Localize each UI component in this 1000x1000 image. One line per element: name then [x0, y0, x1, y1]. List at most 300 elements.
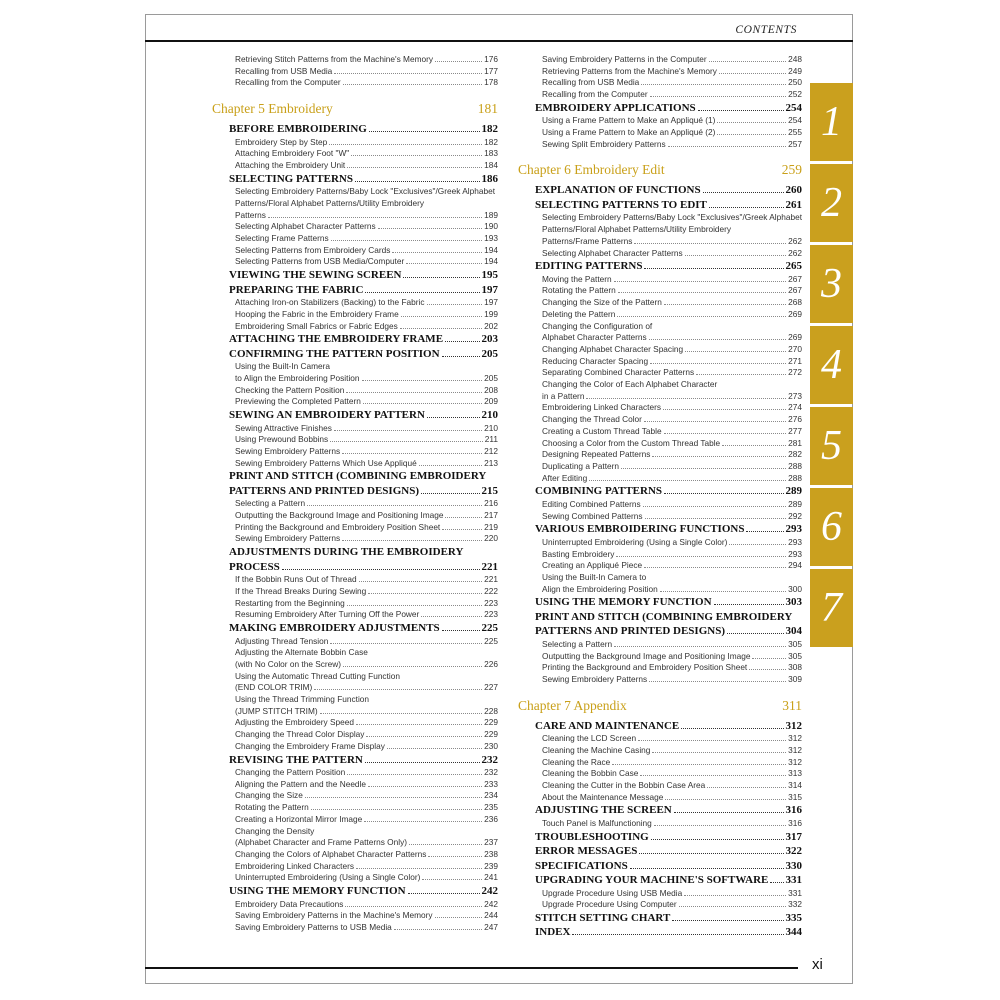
- subsection-title: Creating a Custom Thread Table: [542, 425, 662, 436]
- section-entry[interactable]: [518, 873, 802, 888]
- subsection-entry[interactable]: [518, 248, 802, 260]
- subsection-entry[interactable]: [212, 574, 498, 586]
- subsection-entry[interactable]: [212, 385, 498, 397]
- subsection-entry[interactable]: [518, 115, 802, 127]
- subsection-entry[interactable]: [518, 780, 802, 792]
- subsection-title: Selecting a Pattern: [542, 638, 613, 649]
- subsection-title: Embroidery Data Precautions: [235, 898, 344, 909]
- subsection-page-number: 210: [484, 422, 498, 433]
- subsection-entry[interactable]: [518, 511, 802, 523]
- subsection-entry-line[interactable]: Adjusting the Alternate Bobbin Case: [235, 647, 368, 658]
- subsection-page-number: 282: [788, 449, 802, 460]
- subsection-entry[interactable]: [518, 344, 802, 356]
- section-entry[interactable]: [212, 332, 498, 347]
- section-entry[interactable]: [212, 347, 498, 362]
- subsection-entry[interactable]: [212, 598, 498, 610]
- subsection-entry[interactable]: [212, 609, 498, 621]
- subsection-page-number: 237: [484, 837, 498, 848]
- subsection-entry[interactable]: [518, 367, 802, 379]
- subsection-page-number: 249: [788, 65, 802, 76]
- subsection-title: Cleaning the LCD Screen: [542, 733, 637, 744]
- section-title: SPECIFICATIONS: [535, 859, 628, 872]
- section-entry[interactable]: [212, 283, 498, 298]
- subsection-entry[interactable]: [518, 537, 802, 549]
- dot-leader: [366, 736, 482, 737]
- section-entry[interactable]: [518, 844, 802, 859]
- subsection-entry[interactable]: [518, 549, 802, 561]
- subsection-entry[interactable]: [518, 757, 802, 769]
- dot-leader: [364, 821, 482, 822]
- chapter-tab-5[interactable]: 5: [810, 407, 853, 485]
- dot-leader: [351, 155, 482, 156]
- subsection-title: Upgrade Procedure Using Computer: [542, 899, 677, 910]
- subsection-entry[interactable]: [212, 210, 498, 222]
- subsection-entry[interactable]: [212, 741, 498, 753]
- dot-leader: [612, 764, 786, 765]
- dot-leader: [368, 786, 482, 787]
- dot-leader: [334, 73, 482, 74]
- subsection-page-number: 178: [484, 77, 498, 88]
- section-title: PREPARING THE FABRIC: [229, 283, 364, 296]
- subsection-entry-line[interactable]: Changing the Density: [235, 825, 315, 836]
- subsection-page-number: 316: [788, 817, 802, 828]
- section-title: PATTERNS AND PRINTED DESIGNS): [535, 625, 725, 638]
- section-title: ADJUSTING THE SCREEN: [535, 804, 672, 817]
- subsection-entry[interactable]: [212, 221, 498, 233]
- section-title: TROUBLESHOOTING: [535, 830, 649, 843]
- subsection-entry-line[interactable]: Using the Thread Trimming Function: [235, 694, 370, 705]
- subsection-page-number: 273: [788, 390, 802, 401]
- subsection-page-number: 300: [788, 583, 802, 594]
- subsection-entry[interactable]: [212, 373, 498, 385]
- subsection-page-number: 272: [788, 367, 802, 378]
- dot-leader: [343, 84, 483, 85]
- subsection-entry[interactable]: [212, 160, 498, 172]
- dot-leader: [643, 506, 786, 507]
- dot-leader: [719, 73, 786, 74]
- subsection-title: Patterns/Frame Patterns: [542, 235, 633, 246]
- subsection-entry[interactable]: [518, 818, 802, 830]
- subsection-page-number: 281: [788, 437, 802, 448]
- dot-leader: [618, 292, 786, 293]
- section-page-number: 317: [785, 830, 802, 843]
- subsection-entry-line[interactable]: Using the Built-In Camera to: [542, 571, 647, 582]
- chapter-heading[interactable]: [518, 162, 802, 178]
- section-page-number: 344: [785, 926, 802, 939]
- subsection-entry[interactable]: [212, 245, 498, 257]
- dot-leader: [356, 868, 482, 869]
- subsection-title: Restarting from the Beginning: [235, 597, 345, 608]
- subsection-entry[interactable]: [518, 584, 802, 596]
- section-entry[interactable]: [212, 172, 498, 187]
- dot-leader: [649, 681, 786, 682]
- subsection-page-number: 234: [484, 790, 498, 801]
- dot-leader: [355, 181, 480, 182]
- dot-leader: [329, 144, 482, 145]
- section-page-number: 303: [785, 596, 802, 609]
- subsection-entry[interactable]: [518, 89, 802, 101]
- subsection-title: Changing the Embroidery Frame Display: [235, 740, 385, 751]
- dot-leader: [334, 430, 482, 431]
- subsection-entry[interactable]: [212, 779, 498, 791]
- section-title: COMBINING PATTERNS: [535, 485, 663, 498]
- dot-leader: [422, 879, 482, 880]
- subsection-title: to Align the Embroidering Position: [235, 372, 360, 383]
- subsection-title: Rotating the Pattern: [542, 285, 616, 296]
- subsection-page-number: 312: [788, 756, 802, 767]
- section-entry[interactable]: [212, 484, 498, 499]
- subsection-entry[interactable]: [518, 54, 802, 66]
- dot-leader: [664, 493, 783, 494]
- subsection-entry[interactable]: [518, 768, 802, 780]
- subsection-title: Outputting the Background Image and Positioning Image: [542, 650, 751, 661]
- chapter-tab-4[interactable]: 4: [810, 326, 853, 404]
- subsection-entry[interactable]: [212, 706, 498, 718]
- subsection-title: Cleaning the Bobbin Case: [542, 768, 639, 779]
- subsection-entry[interactable]: [212, 682, 498, 694]
- chapter-title: Chapter 7 Appendix: [518, 697, 627, 713]
- subsection-title: Designing Repeated Patterns: [542, 449, 651, 460]
- dot-leader: [660, 591, 786, 592]
- section-title: VIEWING THE SEWING SCREEN: [229, 269, 402, 282]
- section-entry[interactable]: [518, 830, 802, 845]
- subsection-entry[interactable]: [518, 402, 802, 414]
- subsection-entry[interactable]: [518, 438, 802, 450]
- subsection-entry[interactable]: [518, 792, 802, 804]
- chapter-heading[interactable]: [212, 101, 498, 117]
- subsection-entry[interactable]: [212, 910, 498, 922]
- subsection-page-number: 217: [484, 510, 498, 521]
- subsection-title: Selecting Alphabet Character Patterns: [542, 247, 683, 258]
- subsection-title: Hooping the Fabric in the Embroidery Frame: [235, 308, 399, 319]
- section-page-number: 210: [481, 409, 498, 422]
- section-entry[interactable]: [212, 408, 498, 423]
- dot-leader: [572, 934, 783, 935]
- subsection-title: Saving Embroidery Patterns in the Computer: [542, 54, 707, 64]
- dot-leader: [314, 689, 482, 690]
- subsection-entry[interactable]: [212, 458, 498, 470]
- subsection-entry[interactable]: [212, 837, 498, 849]
- subsection-title: Previewing the Completed Pattern: [235, 396, 361, 407]
- section-title: USING THE MEMORY FUNCTION: [535, 596, 712, 609]
- subsection-entry[interactable]: [518, 66, 802, 78]
- subsection-title: Cleaning the Cutter in the Bobbin Case Area: [542, 779, 706, 790]
- subsection-entry[interactable]: [212, 802, 498, 814]
- subsection-entry[interactable]: [518, 888, 802, 900]
- subsection-page-number: 293: [788, 548, 802, 559]
- chapter-tab-2[interactable]: 2: [810, 164, 853, 242]
- section-entry-line[interactable]: PRINT AND STITCH (COMBINING EMBROIDERY: [535, 610, 793, 623]
- section-page-number: 203: [481, 333, 498, 346]
- subsection-page-number: 177: [484, 65, 498, 76]
- dot-leader: [307, 505, 482, 506]
- chapter-tab-3[interactable]: 3: [810, 245, 853, 323]
- section-entry[interactable]: [518, 911, 802, 926]
- dot-leader: [347, 774, 482, 775]
- dot-leader: [746, 531, 783, 532]
- dot-leader: [617, 316, 786, 317]
- section-entry[interactable]: [518, 803, 802, 818]
- chapter-tab-7[interactable]: 7: [810, 569, 853, 647]
- subsection-title: Embroidering Small Fabrics or Fabric Edges: [235, 320, 398, 331]
- dot-leader: [664, 304, 786, 305]
- subsection-page-number: 229: [484, 717, 498, 728]
- subsection-entry[interactable]: [518, 560, 802, 572]
- subsection-page-number: 242: [484, 898, 498, 909]
- subsection-page-number: 262: [788, 247, 802, 258]
- dot-leader: [347, 167, 482, 168]
- dot-leader: [403, 277, 479, 278]
- subsection-entry[interactable]: [212, 790, 498, 802]
- subsection-entry[interactable]: [212, 872, 498, 884]
- subsection-entry[interactable]: [212, 233, 498, 245]
- subsection-entry[interactable]: [212, 256, 498, 268]
- dot-leader: [644, 567, 786, 568]
- subsection-entry[interactable]: [518, 473, 802, 485]
- subsection-entry[interactable]: [212, 321, 498, 333]
- subsection-entry[interactable]: [518, 674, 802, 686]
- section-entry[interactable]: [212, 621, 498, 636]
- subsection-entry[interactable]: [518, 77, 802, 89]
- section-entry[interactable]: [212, 884, 498, 899]
- section-page-number: 312: [785, 719, 802, 732]
- subsection-title: Touch Panel is Malfunctioning: [542, 817, 652, 828]
- header-rule: [145, 40, 853, 42]
- subsection-entry[interactable]: [212, 77, 498, 89]
- subsection-entry[interactable]: [212, 434, 498, 446]
- subsection-title: Alphabet Character Patterns: [542, 332, 647, 343]
- subsection-page-number: 227: [484, 682, 498, 693]
- subsection-entry[interactable]: [518, 236, 802, 248]
- dot-leader: [442, 630, 480, 631]
- subsection-entry[interactable]: [212, 309, 498, 321]
- subsection-title: Changing the Size: [235, 790, 303, 801]
- section-entry[interactable]: [212, 122, 498, 137]
- subsection-page-number: 212: [484, 445, 498, 456]
- subsection-entry[interactable]: [518, 745, 802, 757]
- subsection-entry[interactable]: [212, 446, 498, 458]
- subsection-entry[interactable]: [518, 356, 802, 368]
- subsection-entry[interactable]: [518, 139, 802, 151]
- subsection-entry[interactable]: [518, 309, 802, 321]
- subsection-entry[interactable]: [212, 533, 498, 545]
- section-entry[interactable]: [518, 183, 802, 198]
- subsection-entry-line[interactable]: Changing the Color of Each Alphabet Character: [542, 379, 718, 390]
- subsection-title: Cleaning the Race: [542, 756, 611, 767]
- subsection-page-number: 208: [484, 384, 498, 395]
- section-entry-line[interactable]: PRINT AND STITCH (COMBINING EMBROIDERY: [229, 470, 487, 483]
- chapter-tab-1[interactable]: 1: [810, 83, 853, 161]
- subsection-entry[interactable]: [518, 733, 802, 745]
- subsection-title: (Alphabet Character and Frame Patterns Only): [235, 837, 408, 848]
- subsection-entry[interactable]: [212, 148, 498, 160]
- section-title: CONFIRMING THE PATTERN POSITION: [229, 347, 440, 360]
- dot-leader: [614, 281, 787, 282]
- subsection-entry[interactable]: [518, 297, 802, 309]
- subsection-entry[interactable]: [518, 127, 802, 139]
- subsection-entry-line[interactable]: Changing the Configuration of: [542, 320, 653, 331]
- subsection-entry[interactable]: [212, 767, 498, 779]
- dot-leader: [729, 544, 786, 545]
- section-page-number: 221: [481, 560, 498, 573]
- section-entry-line[interactable]: ADJUSTMENTS DURING THE EMBROIDERY: [229, 546, 464, 559]
- subsection-entry-text[interactable]: Selecting Embroidery Patterns/Baby Lock "Exclusives"/Greek Alphabet Patterns/Floral Alphabet Patterns/Utility Embroidery: [235, 186, 495, 208]
- subsection-entry[interactable]: [212, 522, 498, 534]
- chapter-heading[interactable]: [518, 698, 802, 714]
- section-entry[interactable]: [518, 859, 802, 874]
- dot-leader: [727, 633, 784, 634]
- section-page-number: 195: [481, 269, 498, 282]
- subsection-page-number: 193: [484, 233, 498, 244]
- section-entry[interactable]: [212, 560, 498, 575]
- dot-leader: [400, 328, 482, 329]
- subsection-page-number: 236: [484, 813, 498, 824]
- subsection-entry[interactable]: [212, 636, 498, 648]
- subsection-entry[interactable]: [518, 414, 802, 426]
- subsection-entry[interactable]: [212, 54, 498, 66]
- subsection-page-number: 293: [788, 536, 802, 547]
- subsection-entry[interactable]: [518, 391, 802, 403]
- subsection-entry[interactable]: [212, 849, 498, 861]
- section-page-number: 254: [785, 101, 802, 114]
- subsection-entry[interactable]: [518, 899, 802, 911]
- dot-leader: [672, 920, 783, 921]
- dot-leader: [406, 263, 482, 264]
- dot-leader: [365, 762, 480, 763]
- section-entry[interactable]: [212, 268, 498, 283]
- section-page-number: 335: [785, 911, 802, 924]
- section-page-number: 316: [785, 804, 802, 817]
- subsection-entry[interactable]: [518, 274, 802, 286]
- subsection-entry[interactable]: [212, 899, 498, 911]
- subsection-page-number: 248: [788, 54, 802, 64]
- subsection-page-number: 254: [788, 115, 802, 126]
- subsection-entry[interactable]: [212, 659, 498, 671]
- subsection-entry[interactable]: [518, 426, 802, 438]
- subsection-entry[interactable]: [212, 66, 498, 78]
- subsection-title: Recalling from USB Media: [235, 65, 333, 76]
- section-entry[interactable]: [518, 101, 802, 116]
- subsection-entry[interactable]: [212, 729, 498, 741]
- dot-leader: [356, 724, 482, 725]
- dot-leader: [614, 646, 786, 647]
- subsection-title: Upgrade Procedure Using USB Media: [542, 887, 683, 898]
- dot-leader: [346, 392, 482, 393]
- section-entry[interactable]: [518, 719, 802, 734]
- dot-leader: [717, 134, 786, 135]
- section-title: MAKING EMBROIDERY ADJUSTMENTS: [229, 622, 440, 634]
- chapter-tab-6[interactable]: 6: [810, 488, 853, 566]
- section-page-number: 330: [785, 859, 802, 872]
- subsection-entry[interactable]: [518, 499, 802, 511]
- subsection-page-number: 239: [484, 860, 498, 871]
- subsection-title: Reducing Character Spacing: [542, 355, 649, 366]
- subsection-entry[interactable]: [518, 461, 802, 473]
- subsection-entry[interactable]: [518, 662, 802, 674]
- section-entry[interactable]: [518, 259, 802, 274]
- dot-leader: [663, 409, 786, 410]
- section-entry[interactable]: [212, 753, 498, 768]
- section-page-number: 293: [785, 523, 802, 536]
- toc-left-column: [212, 54, 498, 934]
- section-entry[interactable]: [518, 522, 802, 537]
- subsection-entry[interactable]: [212, 137, 498, 149]
- subsection-page-number: 269: [788, 332, 802, 343]
- subsection-entry-line[interactable]: Using the Automatic Thread Cutting Function: [235, 670, 400, 681]
- subsection-title: Sewing Combined Patterns: [542, 510, 643, 521]
- dot-leader: [665, 799, 786, 800]
- subsection-page-number: 314: [788, 779, 802, 790]
- dot-leader: [427, 304, 483, 305]
- subsection-entry-text[interactable]: Selecting Embroidery Patterns/Baby Lock "Exclusives"/Greek Alphabet Patterns/Floral Alphabet Patterns/Utility Embroidery: [542, 212, 802, 235]
- subsection-entry[interactable]: [212, 814, 498, 826]
- section-title: UPGRADING YOUR MACHINE'S SOFTWARE: [535, 874, 769, 887]
- subsection-entry[interactable]: [212, 396, 498, 408]
- subsection-entry[interactable]: [212, 922, 498, 934]
- dot-leader: [320, 713, 482, 714]
- subsection-page-number: 213: [484, 457, 498, 468]
- subsection-entry[interactable]: [518, 651, 802, 663]
- subsection-entry[interactable]: [212, 423, 498, 435]
- subsection-title: Saving Embroidery Patterns to USB Media: [235, 921, 392, 932]
- dot-leader: [330, 441, 483, 442]
- subsection-page-number: 244: [484, 910, 498, 921]
- subsection-entry[interactable]: [212, 861, 498, 873]
- section-title: SELECTING PATTERNS: [229, 172, 353, 185]
- subsection-title: If the Thread Breaks During Sewing: [235, 585, 367, 596]
- section-entry[interactable]: [518, 595, 802, 610]
- subsection-page-number: 225: [484, 635, 498, 646]
- chapter-title: Chapter 5 Embroidery: [212, 101, 333, 117]
- dot-leader: [621, 468, 786, 469]
- section-entry[interactable]: [518, 198, 802, 213]
- dot-leader: [435, 917, 483, 918]
- subsection-page-number: 308: [788, 662, 802, 673]
- subsection-entry[interactable]: [212, 510, 498, 522]
- subsection-title: After Editing: [542, 472, 588, 483]
- dot-leader: [435, 61, 482, 62]
- subsection-entry[interactable]: [212, 297, 498, 309]
- subsection-page-number: 232: [484, 767, 498, 778]
- subsection-entry[interactable]: [212, 717, 498, 729]
- subsection-title: (JUMP STITCH TRIM): [235, 705, 318, 716]
- dot-leader: [427, 417, 480, 418]
- dot-leader: [644, 421, 786, 422]
- subsection-page-number: 228: [484, 705, 498, 716]
- section-entry[interactable]: [518, 624, 802, 639]
- subsection-title: Recalling from the Computer: [235, 77, 341, 88]
- subsection-entry[interactable]: [518, 639, 802, 651]
- dot-leader: [442, 356, 480, 357]
- subsection-title: Embroidering Linked Characters: [235, 860, 354, 871]
- subsection-entry[interactable]: [212, 586, 498, 598]
- dot-leader: [698, 110, 784, 111]
- subsection-title: Checking the Pattern Position: [235, 384, 345, 395]
- section-entry[interactable]: [518, 484, 802, 499]
- subsection-title: Sewing Embroidery Patterns: [235, 445, 341, 456]
- section-title: ATTACHING THE EMBROIDERY FRAME: [229, 333, 444, 346]
- subsection-entry[interactable]: [518, 449, 802, 461]
- section-entry[interactable]: [518, 925, 802, 940]
- subsection-title: Embroidery Step by Step: [235, 136, 328, 147]
- dot-leader: [421, 616, 482, 617]
- subsection-entry[interactable]: [518, 285, 802, 297]
- subsection-page-number: 332: [788, 899, 802, 910]
- subsection-entry-line[interactable]: Using the Built-In Camera: [235, 361, 330, 372]
- subsection-entry[interactable]: [212, 498, 498, 510]
- subsection-page-number: 197: [484, 297, 498, 308]
- subsection-entry[interactable]: [518, 332, 802, 344]
